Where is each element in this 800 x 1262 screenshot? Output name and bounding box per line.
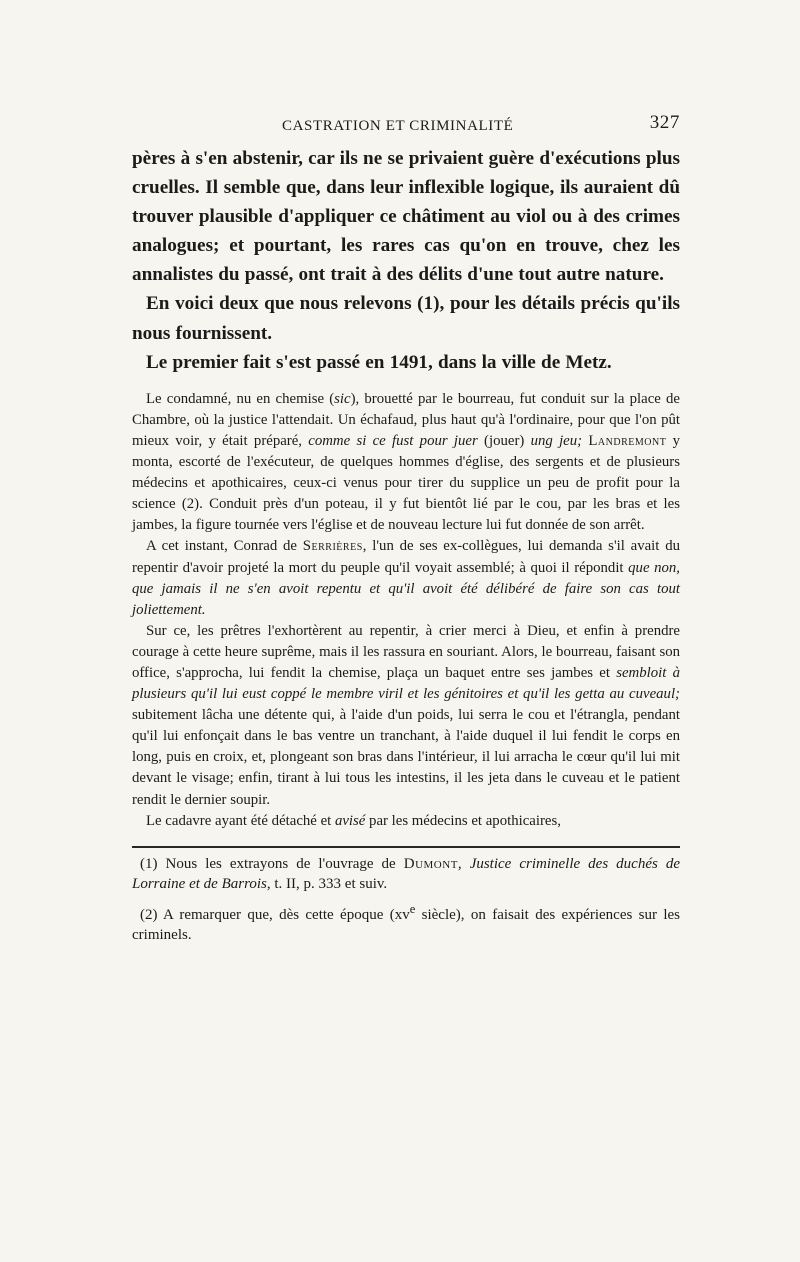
quote-text: (jouer) — [477, 432, 531, 449]
main-text — [132, 144, 680, 377]
person-name: Serrières — [302, 538, 363, 555]
footnote-text: (2) A remarquer que, dès cette époque ( — [140, 906, 395, 923]
quote-italic: sembloit à plusieurs qu'il lui eust coppé le membre viril et les génitoires et qu'il les getta au cuveaul; — [132, 664, 680, 703]
quote-text: Le condamné, nu en chemise ( — [146, 390, 335, 407]
footnote-divider — [132, 846, 680, 848]
footnote-text: (1) Nous les extrayons de l'ouvrage de — [140, 855, 404, 872]
quote-text: Le cadavre ayant été détaché et — [146, 812, 335, 829]
quote-italic: que non, que jamais il ne s'en avoit repentu et qu'il avoit été délibéré de faire son cas tout joliettement. — [132, 559, 680, 618]
quote-italic: ung jeu; — [530, 432, 583, 449]
quote-paragraph-1 — [132, 389, 680, 537]
book-page — [132, 110, 680, 950]
quote-italic: avisé — [334, 812, 366, 829]
quote-text: , l'un de ses ex-collègues, lui demanda s'il avait du repentir d'avoir projeté la mort du peuple qu'il voyait assemblé; à quoi il répondit — [132, 538, 680, 576]
footnote-1 — [132, 854, 680, 895]
quote-text: ), brouetté par le bourreau, fut conduit sur la place de Chambre, où la justice l'attendait. Un échafaud, plus haut qu'à l'ordinaire, pour que l'on pût mieux voir, y était préparé, — [132, 390, 681, 449]
footnote-2 — [132, 899, 680, 946]
paragraph-2: En voici deux que nous relevons (1), pour les détails précis qu'ils nous fournissent. — [132, 293, 680, 344]
quote-paragraph-3 — [132, 621, 680, 811]
author-name: Dumont — [403, 855, 458, 872]
work-title: Justice criminelle des duchés de Lorraine et de Barrois — [132, 855, 681, 893]
footnote-text: siècle), on faisait des expériences sur les criminels. — [132, 906, 680, 944]
century-numeral: xv — [394, 906, 410, 923]
paragraph-1: pères à s'en abstenir, car ils ne se privaient guère d'exécutions plus cruelles. Il semble que, dans leur inflexible logique, ils auraient dû trouver plausible d'appliquer ce châtiment au viol ou à des crimes analogues; et pourtant, les rares cas qu'on en trouve, chez les annalistes du passé, ont trait à des délits d'une tout autre nature. — [132, 148, 680, 286]
running-head — [132, 110, 680, 140]
running-title: CASTRATION ET CRIMINALITÉ — [282, 118, 514, 134]
superscript: e — [409, 901, 416, 916]
quote-text: subitement lâcha une détente qui, à l'aide d'un poids, lui serra le cou et l'étrangla, pendant qu'il lui enfonçait dans le bas ventre un tranchant, à l'aide duquel il lui fendit le corps en long, puis en croix, et, plongeant son bras dans l'intérieur, il lui arracha le cœur qu'il lui mit devant le visage; enfin, tirant à lui tous les intestins, il les jeta dans le cuveau et le patient rendit le dernier soupir. — [132, 707, 680, 808]
footnotes — [132, 854, 680, 946]
person-name: Landremont — [588, 432, 667, 449]
quote-paragraph-4 — [132, 811, 680, 832]
quote-text: Sur ce, les prêtres l'exhortèrent au repentir, à crier merci à Dieu, et enfin à prendre courage à cette heure suprême, mais il les rassura en souriant. Alors, le bourreau, faisant son office, s'approcha, lui fendit la chemise, plaça un baquet entre ses jambes et — [132, 622, 680, 681]
footnote-text: , t. II, p. 333 et suiv. — [266, 876, 388, 893]
quote-text: A cet instant, Conrad de — [146, 538, 303, 555]
quote-italic: comme si ce fust pour juer — [308, 432, 478, 449]
quote-italic: sic — [334, 390, 351, 407]
quote-text: par les médecins et apothicaires, — [365, 812, 561, 829]
quoted-account — [132, 389, 680, 832]
paragraph-3: Le premier fait s'est passé en 1491, dans la ville de Metz. — [146, 351, 612, 373]
quote-paragraph-2 — [132, 536, 680, 620]
quote-text: y monta, escorté de l'exécuteur, de quelques hommes d'église, des sergents et de plusieurs médecins et apothicaires, ceux-ci venus pour tirer du supplice un peu de profit pour la science (2). Conduit près d'un poteau, il y fut bientôt lié par le cou, par les bras et les jambes, la figure tournée vers l'église et de nouveau lecture lui fut donnée de son arrêt. — [132, 432, 680, 534]
page-number: 327 — [649, 112, 680, 133]
footnote-text: , — [457, 855, 470, 872]
